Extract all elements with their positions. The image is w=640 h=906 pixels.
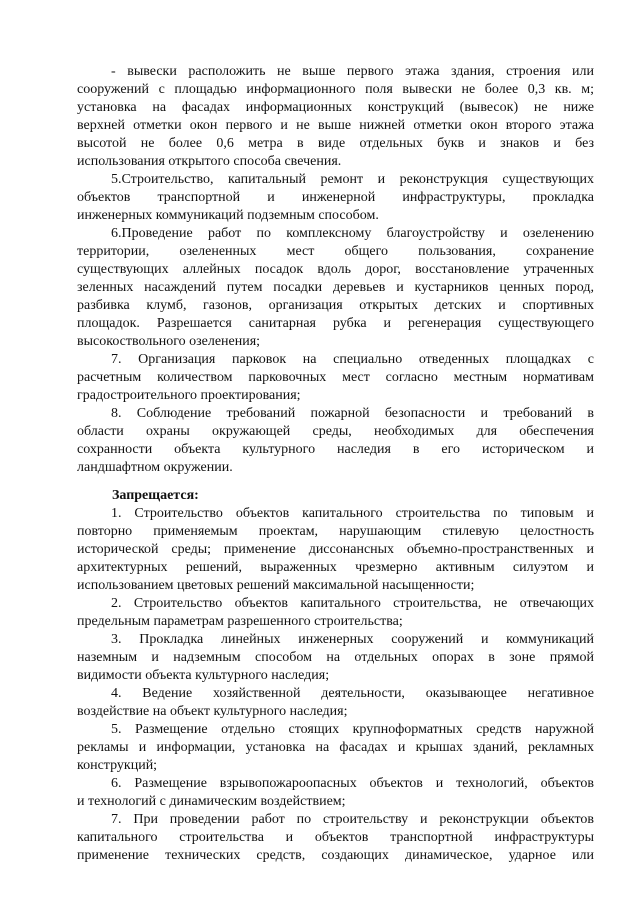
- text-line: ландшафтном окружении.: [77, 460, 233, 475]
- text-line: верхней отметки окон первого и не выше нижней отметки окон второго этажа: [77, 118, 594, 133]
- text-line: площадок. Разрешается санитарная рубка и регенерация существующего: [77, 316, 594, 331]
- text-line: существующих аллейных посадок вдоль дорог, восстановление утраченных: [77, 262, 594, 277]
- text-line: сооружений с площадью информационного поля вывески не более 0,3 кв. м;: [77, 82, 594, 97]
- text-line: использования открытого способа свечения.: [77, 154, 342, 169]
- text-line: конструкций;: [77, 758, 158, 773]
- text-line: архитектурных решений, выраженных чрезмерно активным силуэтом и: [77, 560, 594, 575]
- text-line: градостроительного проектирования;: [77, 388, 301, 403]
- text-line: высотой не более 0,6 метра в виде отдельных букв и знаков и без: [77, 136, 594, 151]
- text-line: 2. Строительство объектов капитального строительства, не отвечающих: [111, 596, 594, 611]
- text-line: инженерных коммуникаций подземным способом.: [77, 208, 379, 223]
- text-line: разбивка клумб, газонов, организация открытых детских и спортивных: [77, 298, 594, 313]
- text-line: 5.Строительство, капитальный ремонт и реконструкция существующих: [111, 172, 594, 187]
- text-line: капитального строительства и объектов транспортной инфраструктуры: [77, 830, 594, 845]
- text-line: зеленных насаждений путем посадки деревьев и кустарников ценных пород,: [77, 280, 594, 295]
- text-line: предельным параметрам разрешенного строительства;: [77, 614, 403, 629]
- text-line: повторно применяемым проектам, нарушающим стилевую целостность: [77, 524, 594, 539]
- text-line: 7. При проведении работ по строительству и реконструкции объектов: [111, 812, 594, 827]
- text-line: 8. Соблюдение требований пожарной безопасности и требований в: [111, 406, 594, 421]
- text-line: высокоствольного озеленения;: [77, 334, 261, 349]
- text-line: сохранности объекта культурного наследия в его историческом и: [77, 442, 594, 457]
- text-line: наземным и надземным способом на отдельных опорах в зоне прямой: [77, 650, 594, 665]
- text-line: расчетным количеством парковочных мест согласно местным нормативам: [77, 370, 594, 385]
- text-line: объектов транспортной и инженерной инфраструктуры, прокладка: [77, 190, 594, 205]
- text-line: рекламы и информации, установка на фасадах и крышах зданий, рекламных: [77, 740, 594, 755]
- text-line: 1. Строительство объектов капитального строительства по типовым и: [111, 506, 594, 521]
- text-line: области охраны окружающей среды, необходимых для обеспечения: [77, 424, 594, 439]
- text-line: 6.Проведение работ по комплексному благоустройству и озеленению: [111, 226, 594, 241]
- text-line: - вывески расположить не выше первого этажа здания, строения или: [111, 64, 594, 79]
- text-line: 6. Размещение взрывопожароопасных объектов и технологий, объектов: [111, 776, 594, 791]
- section-heading: Запрещается:: [112, 488, 199, 503]
- text-line: и технологий с динамическим воздействием;: [77, 794, 346, 809]
- text-line: 7. Организация парковок на специально отведенных площадках с: [111, 352, 594, 367]
- text-line: использованием цветовых решений максимальной насыщенности;: [77, 578, 475, 593]
- text-line: территории, озелененных мест общего пользования, сохранение: [77, 244, 594, 259]
- text-line: установка на фасадах информационных конструкций (вывесок) не ниже: [77, 100, 594, 115]
- text-line: воздействие на объект культурного наследия;: [77, 704, 348, 719]
- text-line: применение технических средств, создающих динамическое, ударное или: [77, 848, 594, 863]
- text-line: 3. Прокладка линейных инженерных сооружений и коммуникаций: [111, 632, 594, 647]
- text-line: видимости объекта культурного наследия;: [77, 668, 330, 683]
- text-line: 5. Размещение отдельно стоящих крупноформатных средств наружной: [111, 722, 594, 737]
- text-line: 4. Ведение хозяйственной деятельности, оказывающее негативное: [111, 686, 594, 701]
- text-line: исторической среды; применение диссонансных объемно-пространственных и: [77, 542, 594, 557]
